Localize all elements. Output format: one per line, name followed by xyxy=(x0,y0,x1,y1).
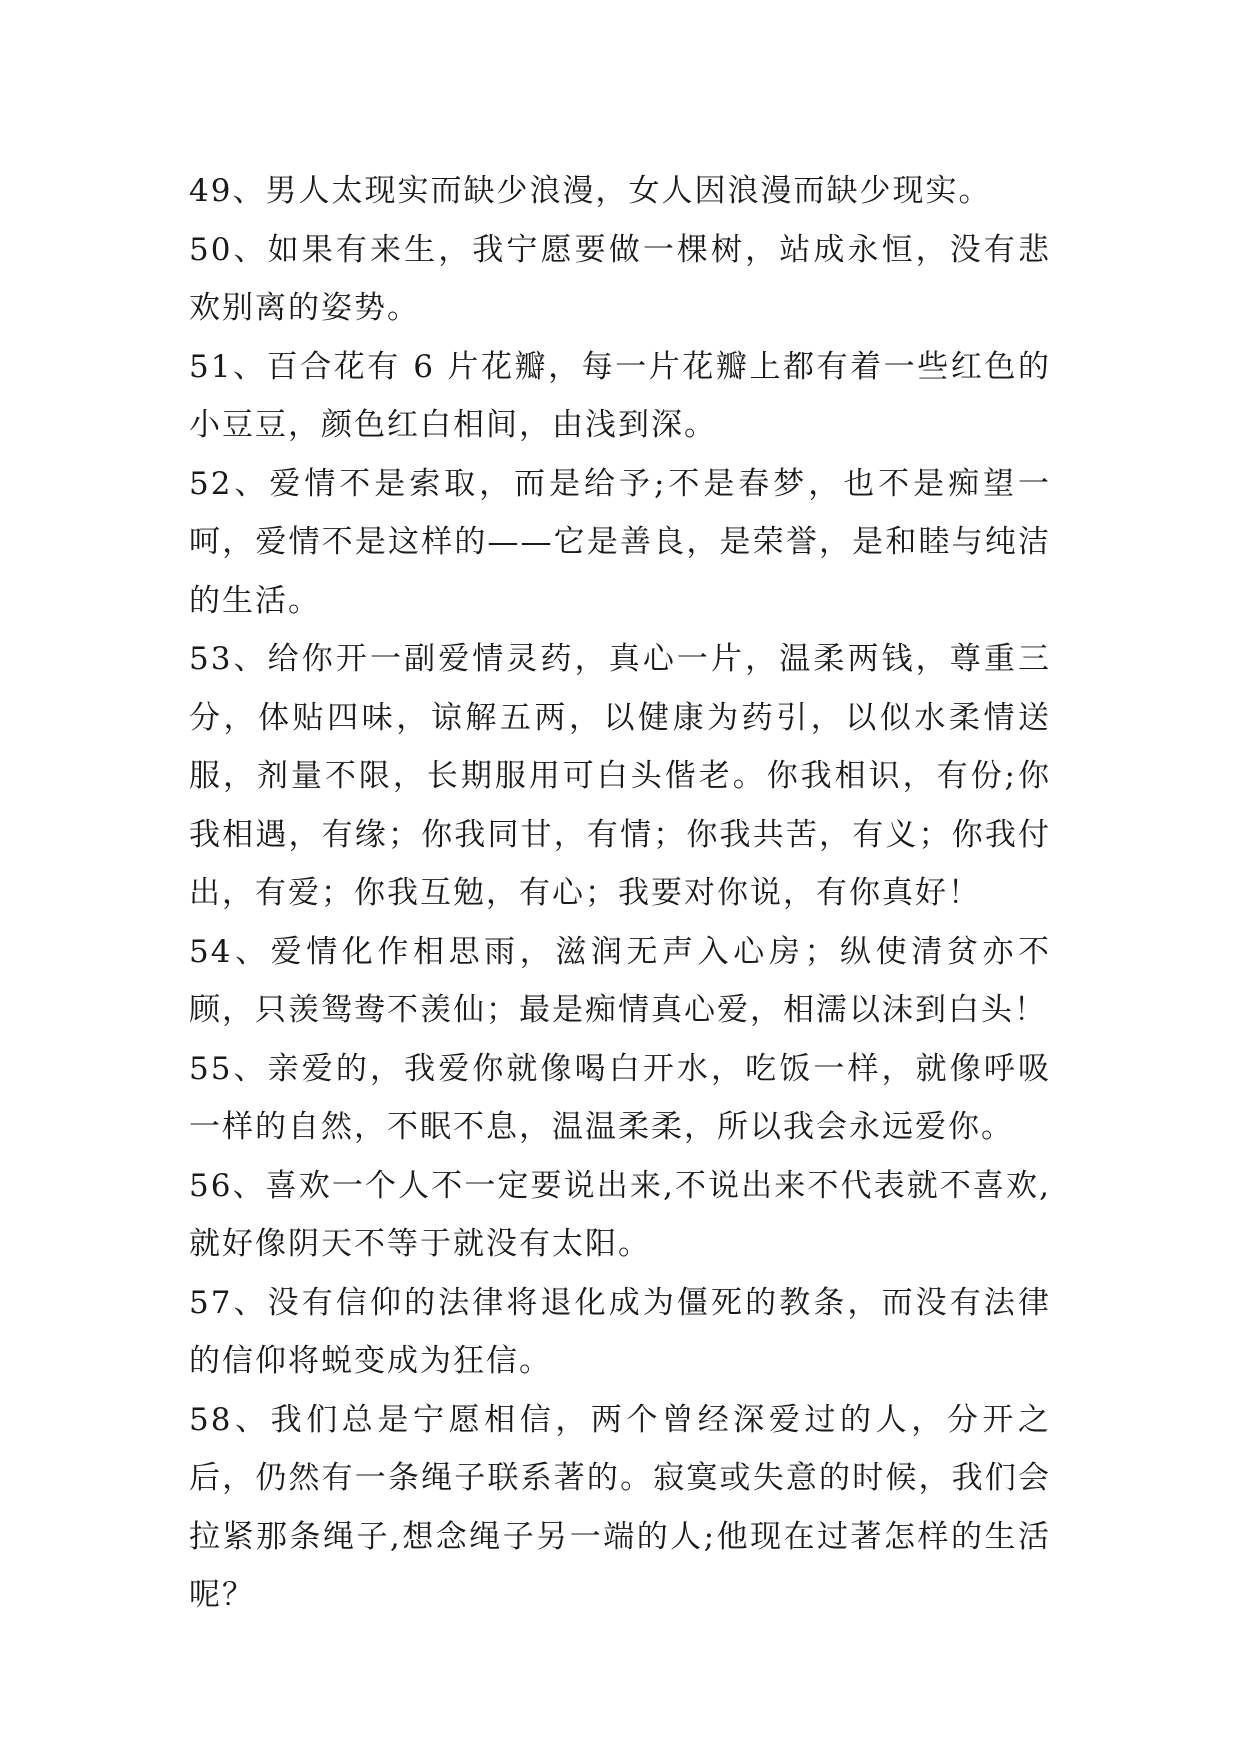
paragraph-53: 53、给你开一副爱情灵药，真心一片，温柔两钱，尊重三分，体贴四味，谅解五两，以健康为药引，以似水柔情送服，剂量不限，长期服用可白头偕老。你我相识，有份;你我相遇，有缘；你我同甘，有情；你我共苦，有义；你我付出，有爱；你我互勉，有心；我要对你说，有你真好！ xyxy=(189,641,1051,911)
paragraph-55: 55、亲爱的，我爱你就像喝白开水，吃饭一样，就像呼吸一样的自然，不眠不息，温温柔柔，所以我会永远爱你。 xyxy=(189,1050,1051,1145)
document-body xyxy=(189,162,1051,1625)
paragraph-51: 51、百合花有 6 片花瓣，每一片花瓣上都有着一些红色的小豆豆，颜色红白相间，由浅到深。 xyxy=(189,348,1051,443)
paragraph-58: 58、我们总是宁愿相信，两个曾经深爱过的人，分开之后，仍然有一条绳子联系著的。寂寞或失意的时候，我们会拉紧那条绳子,想念绳子另一端的人;他现在过著怎样的生活呢？ xyxy=(189,1401,1051,1613)
paragraph-50: 50、如果有来生，我宁愿要做一棵树，站成永恒，没有悲欢别离的姿势。 xyxy=(189,231,1051,326)
paragraph-52: 52、爱情不是索取，而是给予;不是春梦，也不是痴望一呵，爱情不是这样的——它是善良，是荣誉，是和睦与纯洁的生活。 xyxy=(189,465,1051,619)
paragraph-54: 54、爱情化作相思雨，滋润无声入心房；纵使清贫亦不顾，只羡鸳鸯不羡仙；最是痴情真心爱，相濡以沫到白头！ xyxy=(189,933,1051,1028)
paragraph-49: 49、男人太现实而缺少浪漫，女人因浪漫而缺少现实。 xyxy=(189,173,992,209)
paragraph-57: 57、没有信仰的法律将退化成为僵死的教条，而没有法律的信仰将蜕变成为狂信。 xyxy=(189,1284,1051,1379)
paragraph-56: 56、喜欢一个人不一定要说出来,不说出来不代表就不喜欢,就好像阴天不等于就没有太阳。 xyxy=(189,1167,1051,1262)
